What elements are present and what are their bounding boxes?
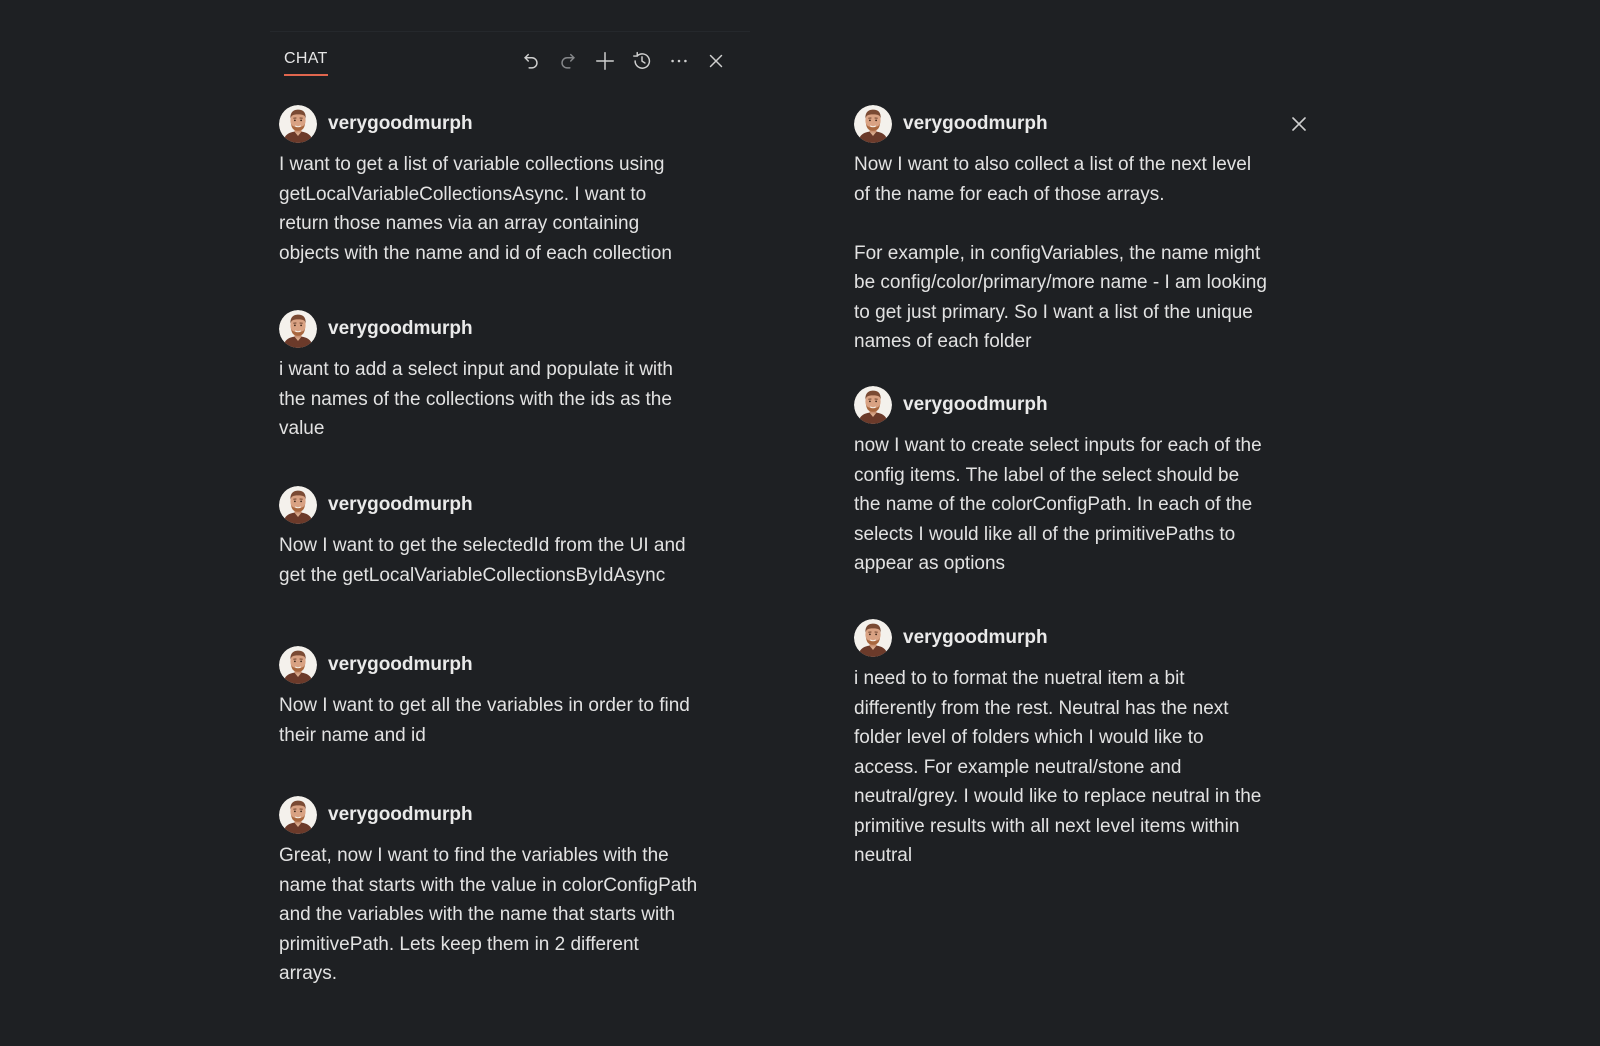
message-text: i need to to format the nuetral item a bit differently from the rest. Neutral has the next folder level of folders which I would like to access. For example neutral/stone and neutral/grey. I would like to replace neutral in the primitive results with all next level items within neutral: [854, 668, 1262, 866]
chat-message: [279, 646, 749, 750]
message-header: [279, 310, 749, 348]
username: verygoodmurph: [328, 494, 473, 515]
avatar: [279, 310, 317, 348]
avatar: [279, 796, 317, 834]
chat-header: [270, 44, 750, 82]
chat-message: [854, 619, 1309, 871]
chat-message: [279, 105, 749, 268]
avatar: [854, 386, 892, 424]
history-icon[interactable]: [629, 48, 654, 73]
chat-message: [279, 796, 749, 989]
chat-toolbar: [518, 48, 728, 73]
avatar: [279, 105, 317, 143]
chat-message: [279, 310, 749, 444]
message-header: [279, 796, 749, 834]
plus-icon[interactable]: [592, 48, 617, 73]
message-header: [279, 486, 749, 524]
username: verygoodmurph: [903, 627, 1048, 648]
avatar: [279, 486, 317, 524]
message-text: i want to add a select input and populate it with the names of the collections with the ids as the value: [279, 359, 673, 439]
message-header: [854, 386, 1309, 424]
tab-chat[interactable]: CHAT: [284, 50, 328, 76]
chat-message: [279, 486, 749, 590]
undo-icon[interactable]: [518, 48, 543, 73]
username: verygoodmurph: [903, 113, 1048, 134]
message-header: [279, 105, 749, 143]
redo-icon[interactable]: [555, 48, 580, 73]
message-text: Now I want to get the selectedId from the UI and get the getLocalVariableCollectionsByIdAsync: [279, 535, 686, 586]
chat-message: [854, 386, 1309, 579]
avatar: [854, 105, 892, 143]
message-text: Now I want to get all the variables in order to find their name and id: [279, 695, 690, 746]
username: verygoodmurph: [328, 113, 473, 134]
message-text: Now I want to also collect a list of the next level of the name for each of those arrays. For example, in configVariables, the name might be config/color/primary/more name - I am looking to get just primary. So I want a list of the unique names of each folder: [854, 154, 1267, 352]
close-icon[interactable]: [703, 48, 728, 73]
avatar: [279, 646, 317, 684]
message-text: Great, now I want to find the variables with the name that starts with the value in colorConfigPath and the variables with the name that starts with primitivePath. Lets keep them in 2 different arrays.: [279, 845, 698, 984]
panel-divider: [270, 31, 750, 32]
avatar: [854, 619, 892, 657]
username: verygoodmurph: [328, 318, 473, 339]
more-icon[interactable]: [666, 48, 691, 73]
message-text: I want to get a list of variable collections using getLocalVariableCollectionsAsync. I want to return those names via an array containing objects with the name and id of each collection: [279, 154, 672, 264]
username: verygoodmurph: [903, 394, 1048, 415]
message-header: [854, 105, 1309, 143]
username: verygoodmurph: [328, 654, 473, 675]
message-text: now I want to create select inputs for each of the config items. The label of the select should be the name of the colorConfigPath. In each of the selects I would like all of the primitivePaths to appear as options: [854, 435, 1262, 574]
close-icon[interactable]: [1289, 114, 1309, 134]
message-header: [279, 646, 749, 684]
message-header: [854, 619, 1309, 657]
username: verygoodmurph: [328, 804, 473, 825]
chat-message: [854, 105, 1309, 357]
